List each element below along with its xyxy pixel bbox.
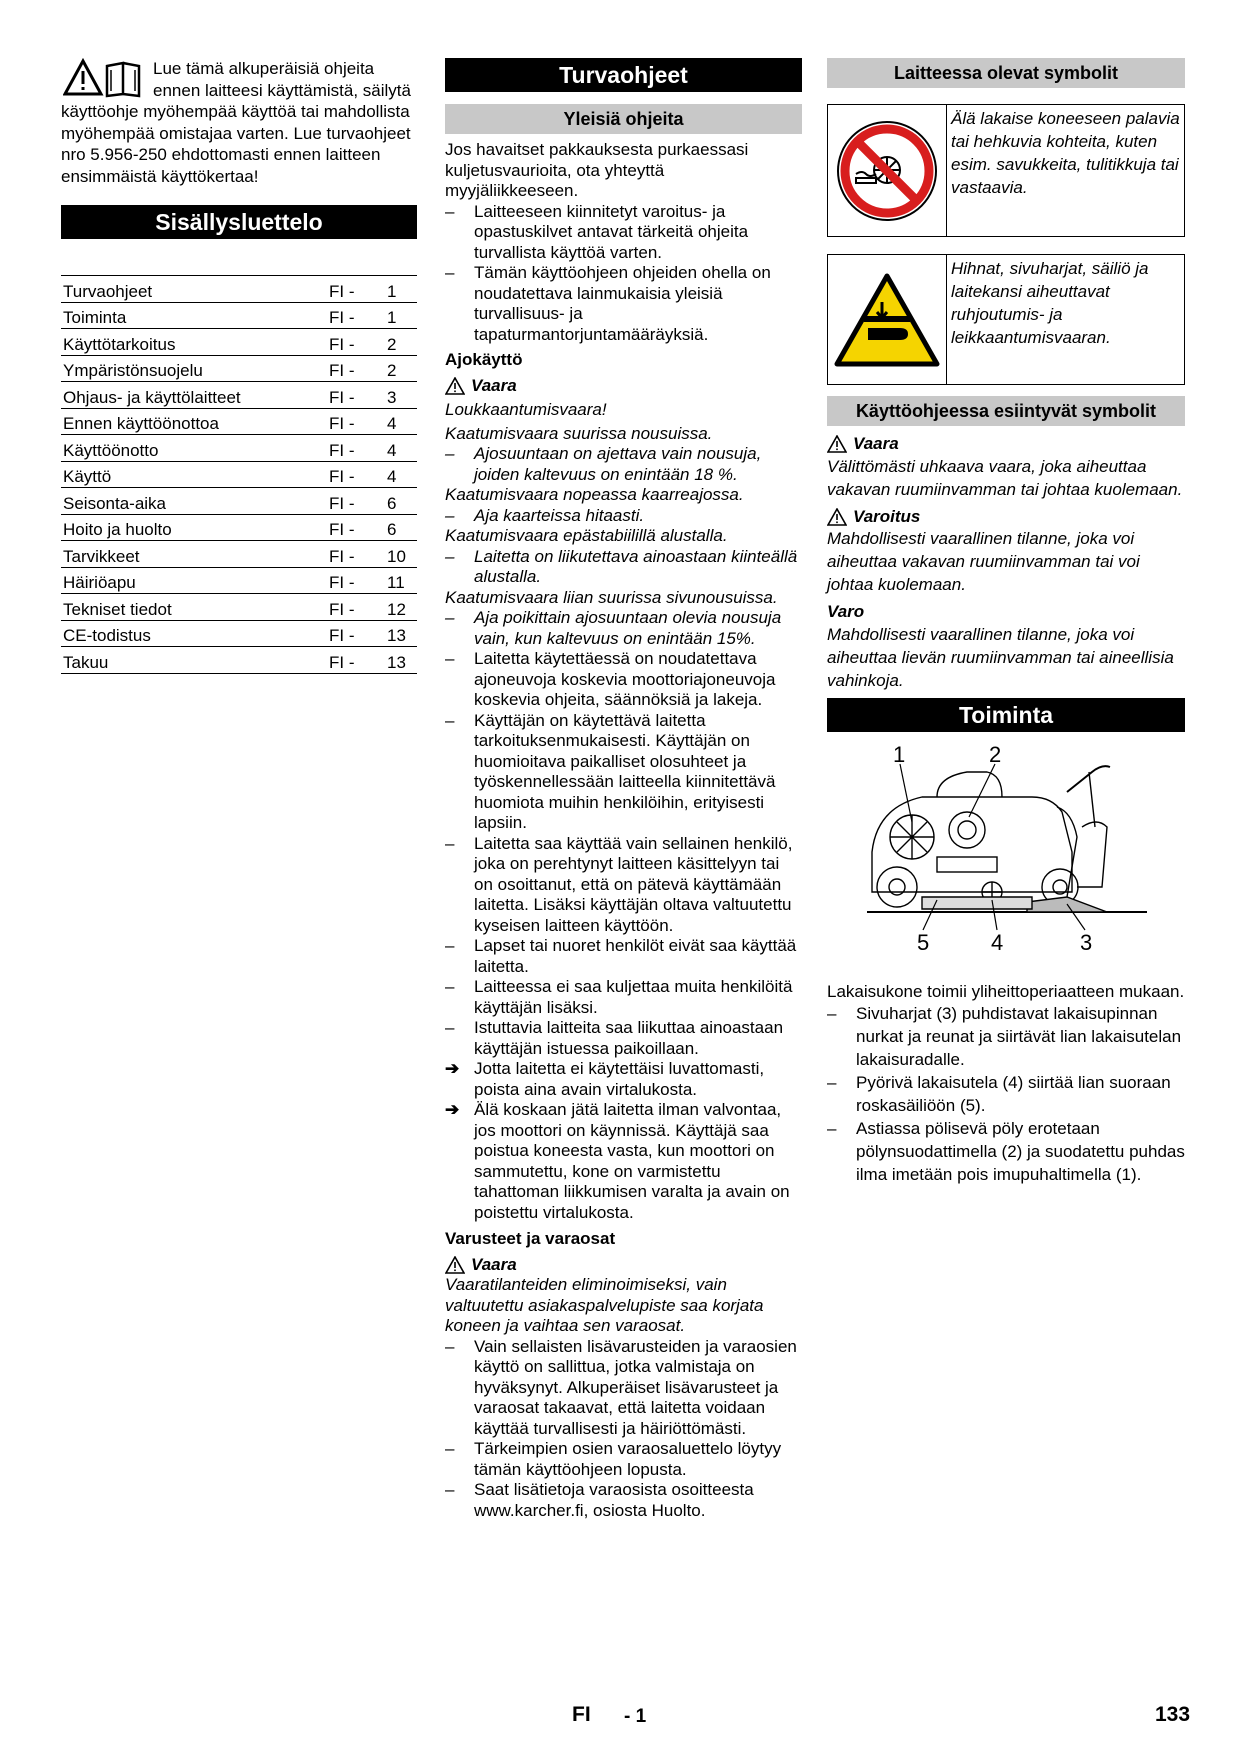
symbols-title: Laitteessa olevat symbolit	[827, 58, 1185, 88]
toc-page: 1	[385, 302, 417, 329]
hazard-3-item: – Laitetta on liikutettava ainoastaan kiinteällä alustalla.	[445, 546, 798, 586]
list-item: – Vain sellaisten lisävarusteiden ja varaosien käyttö on sallittua, jotka valmistaja on hyväksynyt. Alkuperäiset lisävarusteet ja varaosat takaavat, että laitetta voidaan käyttää turvallisesti ja häiriöttömästi.	[445, 1336, 797, 1438]
toc-row[interactable]	[61, 647, 417, 674]
intro-text: Lue tämä alkuperäisiä ohjeita ennen laitteesi käyttämistä, säilytä käyttöohje myöhempää käyttöä tai mahdollista myöhempää omistajaa varten. Lue turvaohjeet nro 5.956-250 ehdottomasti ennen laitteen ensimmäistä käyttökertaa!	[61, 59, 411, 186]
toc-lang: FI -	[327, 408, 385, 435]
toc-page: 6	[385, 488, 417, 515]
list-item: – Lapset tai nuoret henkilöt eivät saa käyttää laitetta.	[445, 936, 797, 976]
callout-5: 5	[917, 929, 930, 955]
warning-manual-icon	[63, 58, 147, 98]
toc-lang: FI -	[327, 382, 385, 409]
toc-row[interactable]	[61, 355, 417, 382]
warning-icon	[445, 377, 465, 395]
no-smoking-sign-icon	[828, 105, 947, 236]
accessories-title: Varusteet ja varaosat	[445, 1229, 616, 1248]
toc-title: Sisällysluettelo	[61, 205, 417, 239]
varoitus-head	[827, 507, 1185, 528]
vaara-text: Välittömästi uhkaava vaara, joka aiheuttaa vakavan ruumiinvamman tai johtaa kuolemaan.	[827, 456, 1183, 499]
list-item: – Laitteeseen kiinnitetyt varoitus- ja opastuskilvet antavat tärkeitä ohjeita turvallista käyttöä varten.	[445, 201, 749, 262]
toc-row[interactable]	[61, 329, 417, 356]
toc-row[interactable]	[61, 594, 417, 621]
toc-page: 11	[385, 567, 417, 594]
toc-label: Turvaohjeet	[61, 276, 327, 303]
warning-icon	[445, 1256, 465, 1274]
toc-lang: FI -	[327, 647, 385, 674]
callout-4: 4	[991, 929, 1004, 955]
hazard-4-item: – Aja poikittain ajosuuntaan olevia nousuja vain, kun kaltevuus on enintään 15%.	[445, 608, 782, 648]
toc-page: 12	[385, 594, 417, 621]
hazard-2-item: – Aja kaarteissa hitaasti.	[445, 505, 645, 525]
list-item: – Tämän käyttöohjeen ohjeiden ohella on noudatettava lainmukaisia yleisiä turvallisuus- ja tapaturmantorjuntamääräyksiä.	[445, 263, 771, 344]
footer-page: - 1	[624, 1706, 647, 1727]
column-1	[61, 58, 417, 674]
toc-page: 6	[385, 514, 417, 541]
symbol-box-2-text: Hihnat, sivuharjat, säiliö ja laitekansi aiheuttavat ruhjoutumis- ja leikkaantumisvaaran.	[951, 259, 1149, 347]
hazard-1: Kaatumisvaara suurissa nousuissa.	[445, 423, 713, 443]
toc-row[interactable]	[61, 620, 417, 647]
vaara-label: Vaara	[471, 1254, 517, 1274]
toc-page: 13	[385, 647, 417, 674]
varo-label: Varo	[827, 602, 865, 621]
symbol-box-1	[827, 104, 1185, 237]
toc-lang: FI -	[327, 461, 385, 488]
hazard-2: Kaatumisvaara nopeassa kaarreajossa.	[445, 485, 744, 504]
toc-lang: FI -	[327, 514, 385, 541]
toc-page: 4	[385, 461, 417, 488]
varoitus-text: Mahdollisesti vaarallinen tilanne, joka voi aiheuttaa vakavan ruumiinvamman tai voi johtaa kuolemaan.	[827, 529, 1140, 594]
toc-row[interactable]	[61, 514, 417, 541]
footer-page-number: 133	[1155, 1703, 1191, 1726]
toc-row[interactable]	[61, 408, 417, 435]
crush-hazard-sign-icon	[828, 255, 947, 384]
toc-label: Takuu	[61, 647, 327, 674]
toc-row[interactable]	[61, 435, 417, 462]
toc-lang: FI -	[327, 620, 385, 647]
symbol-box-2	[827, 254, 1185, 385]
toc-page: 4	[385, 408, 417, 435]
toc-label: CE-todistus	[61, 620, 327, 647]
callout-2: 2	[989, 741, 1002, 767]
toc-page: 2	[385, 355, 417, 382]
accessories-warning-head	[445, 1255, 802, 1276]
toc-page: 3	[385, 382, 417, 409]
list-item: – Astiassa pölisevä pöly erotetaan pölynsuodattimella (2) ja suodatettu puhdas ilma imetään pois imupuhaltimella (1).	[827, 1119, 1185, 1184]
function-list	[827, 1002, 1185, 1186]
footer-lang: FI	[572, 1703, 591, 1726]
toc-label: Toiminta	[61, 302, 327, 329]
list-item: – Laitetta saa käyttää vain sellainen henkilö, joka on perehtynyt laitteen käsittelyyn tai on osoittanut, että on pätevä käyttämään laitetta. Lisäksi käyttäjän oltava valtuutettu kyseisen laitteen käyttöön.	[445, 833, 793, 935]
toc-row[interactable]	[61, 541, 417, 568]
hazard-3: Kaatumisvaara epästabiilillä alustalla.	[445, 526, 728, 545]
toc-label: Ympäristönsuojelu	[61, 355, 327, 382]
callout-3: 3	[1080, 929, 1093, 955]
toc-lang: FI -	[327, 594, 385, 621]
toc-label: Käyttö	[61, 461, 327, 488]
driving-list	[445, 649, 802, 1059]
accessories-list	[445, 1337, 802, 1522]
toc-row[interactable]	[61, 461, 417, 488]
list-item: – Käyttäjän on käytettävä laitetta tarkoituksenmukaisesti. Käyttäjän on huomioitava paikalliset olosuhteet ja työskennellessään laitteella kiinnitettävä huomiota muihin henkilöihin, erityisesti lapsiin.	[445, 710, 776, 832]
toc-row[interactable]	[61, 276, 417, 303]
toc-lang: FI -	[327, 302, 385, 329]
toc-page: 13	[385, 620, 417, 647]
toc-lang: FI -	[327, 435, 385, 462]
toc-row[interactable]	[61, 567, 417, 594]
toc-row[interactable]	[61, 382, 417, 409]
list-item: – Pyörivä lakaisutela (4) siirtää lian suoraan roskasäiliöön (5).	[827, 1073, 1171, 1115]
callout-1: 1	[893, 741, 906, 767]
loukkaantumis-text: Loukkaantumisvaara!	[445, 400, 607, 419]
general-intro: Jos havaitset pakkauksesta purkaessasi kuljetusvaurioita, ota yhteyttä myyjäliikkeeseen.	[445, 140, 749, 200]
column-2	[445, 58, 802, 1521]
toc-lang: FI -	[327, 329, 385, 356]
symbol-box-1-text: Älä lakaise koneeseen palavia tai hehkuvia kohteita, kuten esim. savukkeita, tulitikkuja tai vastaavia.	[951, 109, 1180, 197]
function-intro: Lakaisukone toimii yliheittoperiaatteen mukaan.	[827, 981, 1185, 1001]
toc-lang: FI -	[327, 541, 385, 568]
toc-label: Ohjaus- ja käyttölaitteet	[61, 382, 327, 409]
warning-icon	[827, 435, 847, 453]
list-item: – Saat lisätietoja varaosista osoitteesta www.karcher.fi, osiosta Huolto.	[445, 1480, 754, 1520]
list-item: – Laitteessa ei saa kuljettaa muita henkilöitä käyttäjän lisäksi.	[445, 977, 793, 1017]
list-item: ➔ Jotta laitetta ei käytettäisi luvattomasti, poista aina avain virtalukosta.	[445, 1059, 765, 1099]
list-item: ➔ Älä koskaan jätä laitetta ilman valvontaa, jos moottori on käynnissä. Käyttäjä saa poistua koneesta vasta, kun moottori on sammutettu, kone on varmistettu tahattoman liikkumisen varalta ja avain on poistettu virtalukosta.	[445, 1100, 790, 1222]
list-item: – Tärkeimpien osien varaosaluettelo löytyy tämän käyttöohjeen lopusta.	[445, 1439, 782, 1479]
vaara-label: Vaara	[853, 434, 899, 453]
sweeper-figure	[827, 732, 1185, 982]
warning-icon	[827, 508, 847, 526]
general-list	[445, 202, 802, 346]
toc-page: 2	[385, 329, 417, 356]
vaara-head	[827, 434, 1185, 455]
toc-label: Tekniset tiedot	[61, 594, 327, 621]
toc-table	[61, 275, 417, 674]
toc-label: Häiriöapu	[61, 567, 327, 594]
toc-label: Tarvikkeet	[61, 541, 327, 568]
manual-symbols-title: Käyttöohjeessa esiintyvät symbolit	[827, 396, 1185, 426]
toc-label: Seisonta-aika	[61, 488, 327, 515]
intro-block	[61, 58, 417, 187]
accessories-warning: Vaaratilanteiden eliminoimiseksi, vain valtuutettu asiakaspalvelupiste saa korjata koneen ja vaihtaa sen varaosat.	[445, 1275, 764, 1335]
toc-page: 1	[385, 276, 417, 303]
function-title: Toiminta	[827, 698, 1185, 732]
toc-row[interactable]	[61, 302, 417, 329]
list-item: – Istuttavia laitteita saa liikuttaa ainoastaan käyttäjän istuessa paikoillaan.	[445, 1018, 784, 1058]
toc-label: Hoito ja huolto	[61, 514, 327, 541]
toc-lang: FI -	[327, 276, 385, 303]
toc-lang: FI -	[327, 355, 385, 382]
toc-lang: FI -	[327, 567, 385, 594]
toc-label: Käyttöönotto	[61, 435, 327, 462]
vaara-label: Vaara	[471, 375, 517, 395]
toc-page: 4	[385, 435, 417, 462]
toc-label: Käyttötarkoitus	[61, 329, 327, 356]
safety-title: Turvaohjeet	[445, 58, 802, 92]
list-item: – Laitetta käytettäessä on noudatettava ajoneuvoja koskevia moottoriajoneuvoja koskevia ohjeita, säännöksiä ja lakeja.	[445, 649, 776, 709]
driving-warning	[445, 376, 802, 397]
general-title: Yleisiä ohjeita	[445, 104, 802, 134]
hazard-1-item: – Ajosuuntaan on ajettava vain nousuja, joiden kaltevuus on enintään 18 %.	[445, 444, 762, 484]
toc-row[interactable]	[61, 488, 417, 515]
arrow-list	[445, 1059, 802, 1223]
toc-lang: FI -	[327, 488, 385, 515]
column-3	[827, 58, 1185, 1186]
varo-text: Mahdollisesti vaarallinen tilanne, joka voi aiheuttaa lievän ruumiinvamman tai aineellisia vahinkoja.	[827, 624, 1174, 690]
list-item: – Sivuharjat (3) puhdistavat lakaisupinnan nurkat ja reunat ja siirtävät lian lakaisutelan lakaisuradalle.	[827, 1004, 1182, 1069]
varoitus-label: Varoitus	[853, 506, 921, 526]
toc-page: 10	[385, 541, 417, 568]
sweeper-diagram-icon	[827, 732, 1185, 982]
hazard-4: Kaatumisvaara liian suurissa sivunousuissa.	[445, 587, 778, 607]
driving-title: Ajokäyttö	[445, 350, 523, 369]
toc-label: Ennen käyttöönottoa	[61, 408, 327, 435]
